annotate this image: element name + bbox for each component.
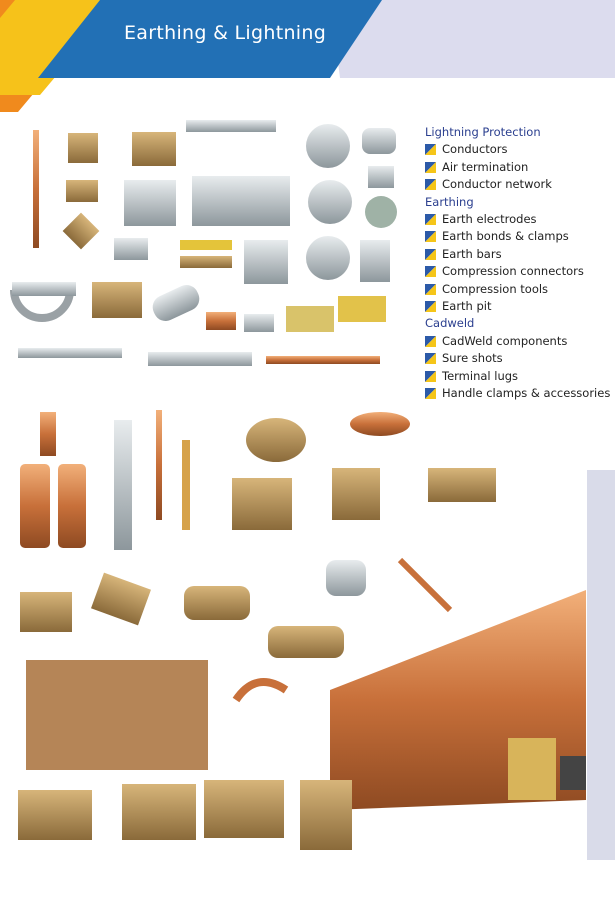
clamp-photo <box>132 132 176 166</box>
clamp-photo <box>244 240 288 284</box>
clamp-photo <box>246 418 306 462</box>
tick-bullet-icon <box>425 249 436 260</box>
u-clamp-photo <box>14 290 70 318</box>
test-link-photo <box>124 180 176 226</box>
list-item: Sure shots <box>425 350 610 367</box>
tick-bullet-icon <box>425 284 436 295</box>
clamp-photo <box>122 784 196 840</box>
clamp-photo <box>204 780 284 838</box>
bar-photo <box>186 120 276 132</box>
tick-bullet-icon <box>425 179 436 190</box>
washer-photo <box>306 236 350 280</box>
washer-photo <box>308 180 352 224</box>
insulators-photo <box>26 660 208 770</box>
list-item: Earth electrodes <box>425 211 610 228</box>
tick-bullet-icon <box>425 144 436 155</box>
air-terminal-photo <box>114 420 132 550</box>
list-item: Earth bars <box>425 246 610 263</box>
clamp-photo <box>68 133 98 163</box>
tick-bullet-icon <box>425 388 436 399</box>
list-item: Earth bonds & clamps <box>425 228 610 245</box>
section-title-lightning-protection: Lightning Protection <box>425 125 541 139</box>
page-title: Earthing & Lightning <box>124 22 327 44</box>
terminal-photo <box>182 440 190 530</box>
saddle-photo <box>184 586 250 620</box>
connector-photo <box>20 592 72 632</box>
tick-bullet-icon <box>425 266 436 277</box>
tick-bullet-icon <box>425 231 436 242</box>
connector-photo <box>20 464 50 548</box>
header-banner <box>0 0 615 112</box>
list-item: Conductors <box>425 141 610 158</box>
rod-photo <box>156 410 162 520</box>
section-title-cadweld: Cadweld <box>425 316 475 331</box>
copper-tape-photo <box>266 356 380 364</box>
clamp-photo <box>92 282 142 318</box>
tape-coil-photo <box>350 412 410 436</box>
bar-photo <box>180 240 232 250</box>
bar-photo <box>180 256 232 268</box>
saddle-photo <box>244 314 274 332</box>
plate-photo <box>63 213 100 250</box>
saddle-photo <box>268 626 344 658</box>
bracket-photo <box>232 478 292 530</box>
earth-rods-photo <box>330 590 586 810</box>
tick-bullet-icon <box>425 214 436 225</box>
plate-photo <box>368 166 394 188</box>
list-item: Air termination <box>425 159 610 176</box>
tag-photo <box>286 306 334 332</box>
washer-photo <box>306 124 350 168</box>
tag-photo <box>338 296 386 322</box>
saddle-photo <box>206 312 236 330</box>
cap-photo <box>560 756 586 790</box>
copper-spike-photo <box>33 130 39 248</box>
earth-bar-photo <box>18 348 122 358</box>
tick-bullet-icon <box>425 353 436 364</box>
list-item: Earth pit <box>425 298 610 315</box>
box-photo <box>192 176 240 226</box>
product-list <box>425 124 610 403</box>
connector-photo <box>58 464 86 548</box>
saddle-photo <box>362 128 396 154</box>
clamp-photo <box>300 780 352 850</box>
lug-photo <box>326 560 366 596</box>
clamp-photo <box>114 238 148 260</box>
clamp-photo <box>332 468 380 520</box>
list-item: CadWeld components <box>425 333 610 350</box>
lug-photo <box>149 281 203 325</box>
coupler-photo <box>508 738 556 800</box>
tape-photo <box>400 560 450 610</box>
tick-bullet-icon <box>425 371 436 382</box>
clamp-photo <box>12 282 76 296</box>
header-shapes <box>0 0 615 112</box>
tick-bullet-icon <box>425 336 436 347</box>
tick-bullet-icon <box>425 301 436 312</box>
block-photo <box>360 240 390 282</box>
list-item: Terminal lugs <box>425 368 610 385</box>
list-item: Conductor network <box>425 176 610 193</box>
list-item: Handle clamps & accessories <box>425 385 610 402</box>
earth-bar-photo <box>148 352 252 366</box>
list-item: Compression connectors <box>425 263 610 280</box>
section-title-earthing: Earthing <box>425 194 474 209</box>
clamp-photo <box>66 180 98 202</box>
bracket-photo <box>428 468 496 502</box>
clamp-photo <box>18 790 92 840</box>
sleeve-photo <box>40 412 56 456</box>
box-photo <box>240 176 290 226</box>
list-item: Compression tools <box>425 281 610 298</box>
connector-photo <box>91 573 151 626</box>
tick-bullet-icon <box>425 162 436 173</box>
clip-photo <box>236 682 286 700</box>
disc-photo <box>365 196 397 228</box>
decorative-band <box>587 470 615 860</box>
